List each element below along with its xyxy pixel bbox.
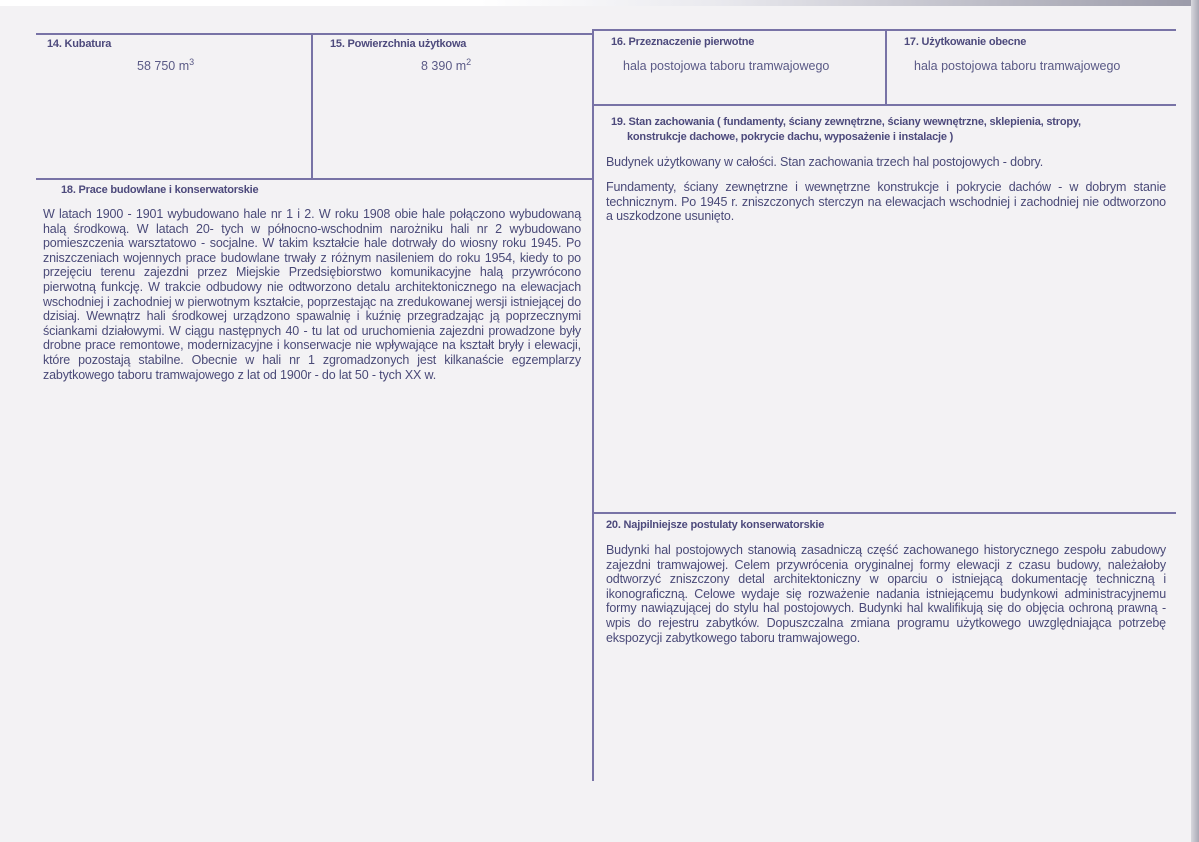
paper-top-edge (0, 0, 1199, 6)
field-17-label: 17. Użytkowanie obecne (904, 36, 1027, 48)
field-20-text: Budynki hal postojowych stanowią zasadniczą część zachowanego historycznego zespołu zabudowy zajezdni tramwajowej. Celem przywrócenia oryginalnej formy elewacji z czasu budowy, należałoby odtworzyć zniszczony detal architektoniczny w oparciu o istniejącą dokumentację techniczną i ikonograficzną. Celowe wydaje się rozważenie nadania istniejącemu budynkowi administracyjnemu formy nawiązującej do stylu hal postojowych. Budynki hal kwalifikują się do objęcia ochroną prawną - wpis do rejestru zabytków. Dopuszczalna zmiana programu użytkowego uwzględniająca potrzebę ekspozycji zabytkowego taboru tramwajowego. (606, 543, 1166, 645)
field-19-label-line1: 19. Stan zachowania ( fundamenty, ściany zewnętrzne, ściany wewnętrzne, sklepienia, stropy, (611, 116, 1081, 128)
field-17-value: hala postojowa taboru tramwajowego (914, 59, 1121, 73)
field-14-unit-sup: 3 (189, 56, 195, 67)
rule-top-left (36, 33, 593, 35)
field-19-text-2: Fundamenty, ściany zewnętrzne i wewnętrzne konstrukcje i pokrycie dachów - w dobrym stanie technicznym. Po 1945 r. zniszczonych sterczyn na elewacjach wschodniej i zachodniej nie odtworzono a uszkodzone usunięto. (606, 180, 1166, 224)
rule-under-16-17 (593, 104, 1176, 106)
field-14-value (137, 58, 194, 74)
field-19-label-line2: konstrukcje dachowe, pokrycie dachu, wyposażenie i instalacje ) (627, 131, 954, 143)
rule-center (592, 29, 594, 781)
field-16-value: hala postojowa taboru tramwajowego (623, 59, 830, 73)
rule-col-14-15 (311, 33, 313, 179)
field-18-label: 18. Prace budowlane i konserwatorskie (61, 184, 259, 196)
field-15-value (421, 58, 471, 74)
field-15-unit-sup: 2 (466, 56, 472, 67)
field-20-label: 20. Najpilniejsze postulaty konserwatorskie (606, 519, 825, 531)
field-16-label: 16. Przeznaczenie pierwotne (611, 36, 755, 48)
field-15-label: 15. Powierzchnia użytkowa (330, 38, 467, 50)
field-18-text: W latach 1900 - 1901 wybudowano hale nr 1 i 2. W roku 1908 obie hale połączono wybudowaną halą środkową. W latach 20- tych w północno-wschodnim narożniku hali nr 2 wybudowano pomieszczenia warsztatowo - socjalne. W takim kształcie hale dotrwały do wiosny roku 1945. Po zniszczeniach wojennych prace budowlane trwały z różnym nasileniem do roku 1954, kiedy to po przejęciu terenu zajezdni przez Miejskie Przedsiębiorstwo komunikacyjne halą przywrócono pierwotną funkcję. W trakcie odbudowy nie odtworzono detalu architektonicznego na elewacjach wschodniej i zachodniej w pierwotnym kształcie, poprzestając na zredukowanej wersji istniejącej do dzisiaj. Wewnątrz hali środkowej urządzono spawalnię i kuźnię przegradzając ją poprzecznymi ściankami działowymi. W ciągu następnych 40 - tu lat od uruchomienia zajezdni prowadzone były drobne prace remontowe, modernizacyjne i konserwacje nie wpływające na kształt bryły i elewacji, które pozostają stabilne. Obecnie w hali nr 1 zgromadzonych jest kilkanaście egzemplarzy zabytkowego taboru tramwajowego z lat od 1900r - do lat 50 - tych XX w. (43, 207, 581, 382)
field-19-text-1: Budynek użytkowany w całości. Stan zachowania trzech hal postojowych - dobry. (606, 155, 1044, 169)
paper-right-edge (1191, 0, 1199, 842)
field-14-label: 14. Kubatura (47, 38, 112, 50)
rule-col-16-17 (885, 29, 887, 105)
rule-above-20 (593, 512, 1176, 514)
field-14-number: 58 750 m (137, 59, 190, 73)
rule-under-14-15 (36, 178, 593, 180)
field-15-number: 8 390 m (421, 59, 467, 73)
